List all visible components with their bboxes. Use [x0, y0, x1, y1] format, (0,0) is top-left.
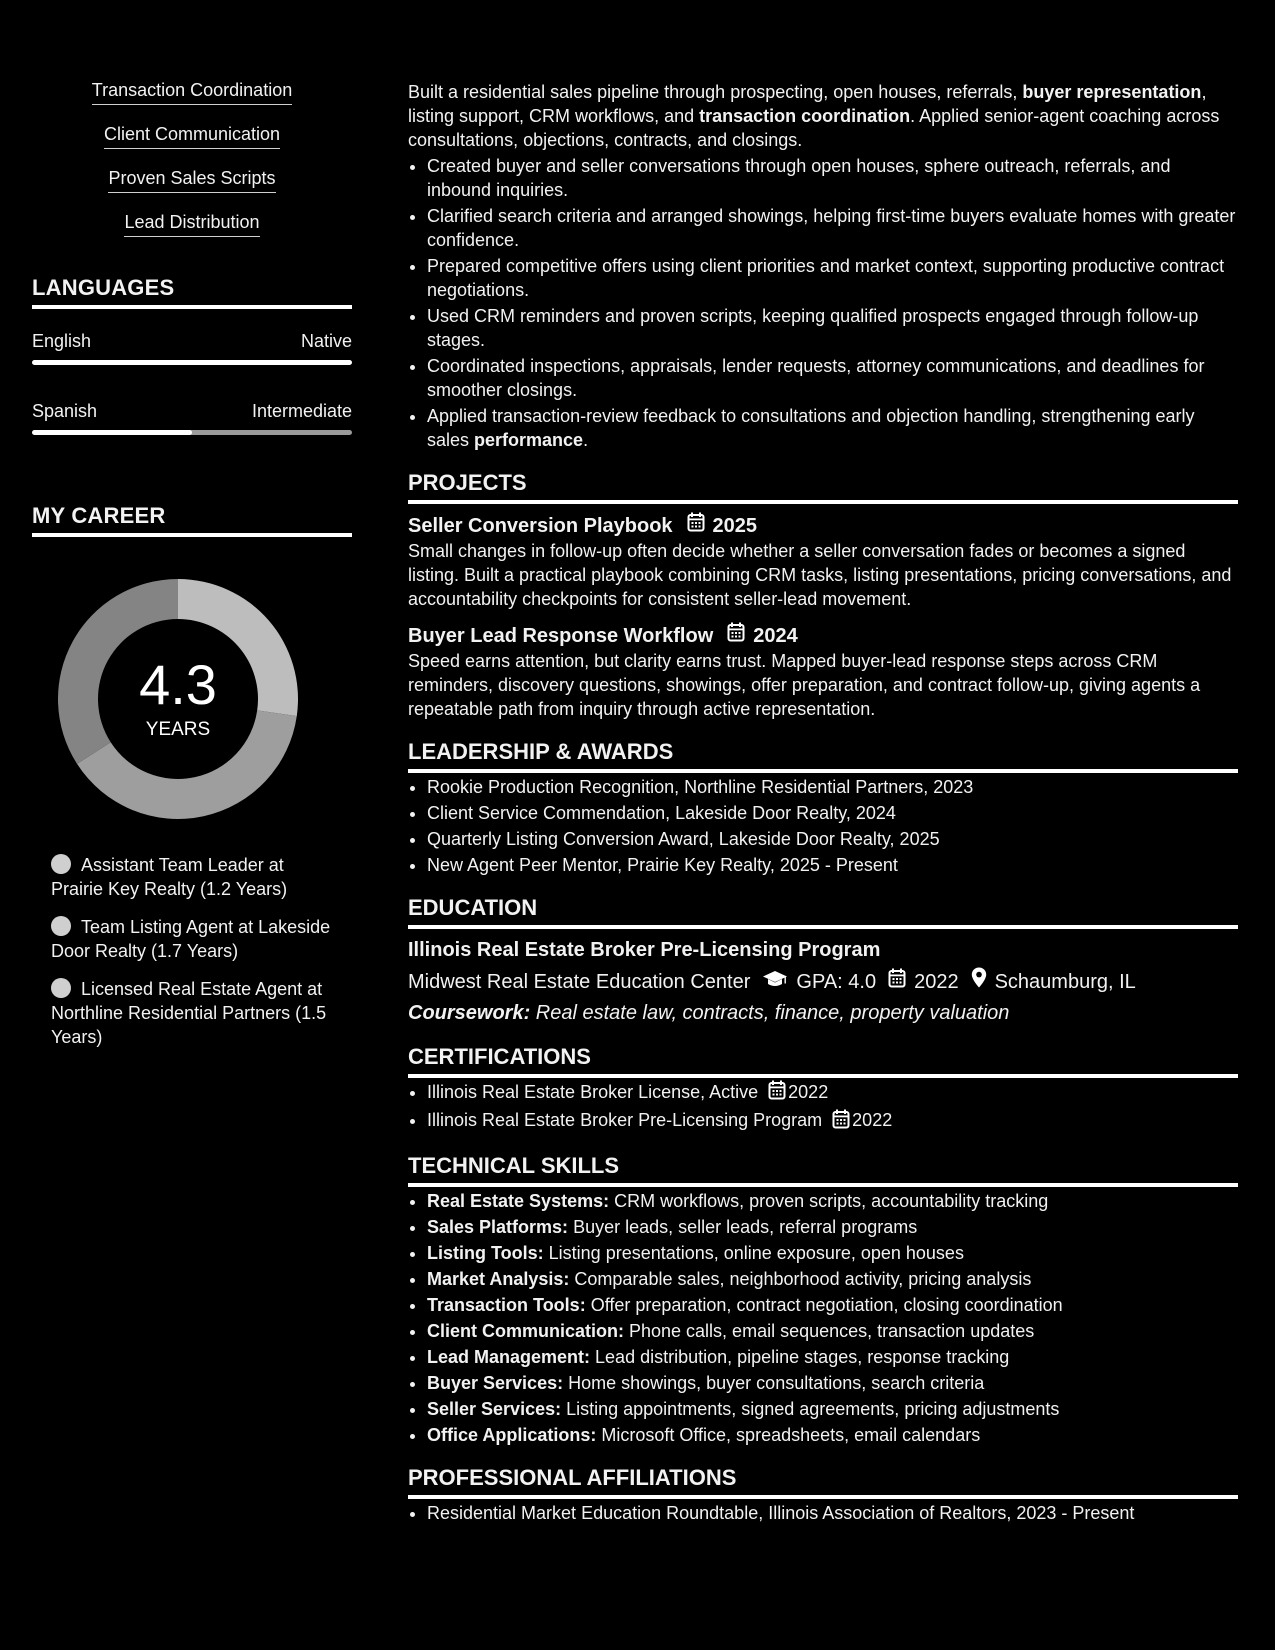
career-total-years: 4.3 — [139, 653, 217, 716]
affiliation-item: • Residential Market Education Roundtable, Illinois Association of Realtors, 2023 - Present — [427, 1501, 1238, 1525]
education-gpa: GPA: 4.0 — [796, 970, 877, 993]
languages-heading: LANGUAGES — [32, 275, 352, 309]
technical-skill-item — [427, 1397, 1238, 1421]
language-row — [32, 331, 352, 351]
calendar-icon — [768, 1080, 786, 1106]
skill-item — [32, 168, 352, 193]
bullet-dot-icon — [51, 916, 71, 936]
technical-skill-item — [427, 1319, 1238, 1343]
experience-summary — [408, 80, 1238, 152]
skill-item — [32, 124, 352, 149]
certification-date — [758, 1082, 828, 1102]
calendar-icon — [832, 1109, 850, 1135]
skill-label: Sales Platforms: — [427, 1216, 569, 1237]
career-heading: MY CAREER — [32, 503, 352, 537]
project-title — [408, 512, 1238, 539]
education-meta — [408, 967, 1238, 996]
projects-heading: PROJECTS — [408, 470, 1238, 504]
language-level: Native — [300, 331, 352, 351]
certification-year: 2022 — [852, 1110, 893, 1131]
experience-bullets — [408, 154, 1238, 452]
award-item: • New Agent Peer Mentor, Prairie Key Realty, 2025 - Present — [427, 853, 1238, 877]
leadership-heading: LEADERSHIP & AWARDS — [408, 739, 1238, 773]
skill-value: Comparable sales, neighborhood activity, pricing analysis — [569, 1268, 1032, 1289]
education-heading: EDUCATION — [408, 895, 1238, 929]
technical-skill-item — [427, 1189, 1238, 1213]
technical-skill-item — [427, 1293, 1238, 1317]
technical-skill-item — [427, 1345, 1238, 1369]
coursework-label: Coursework: — [408, 1002, 531, 1024]
skill-link-transaction-coordination[interactable]: Transaction Coordination — [92, 80, 292, 105]
skill-label: Listing Tools: — [427, 1242, 544, 1263]
certification-year: 2022 — [788, 1082, 829, 1102]
summary-text: , listing support, CRM workflows, and — [408, 82, 1207, 126]
bullet-bold: performance — [474, 430, 584, 450]
skill-label: Client Communication: — [427, 1320, 624, 1341]
education-school: Midwest Real Estate Education Center — [408, 970, 751, 993]
career-item — [51, 915, 331, 963]
certifications-heading: CERTIFICATIONS — [408, 1044, 1238, 1078]
language-row — [32, 401, 352, 421]
experience-bullet: • Prepared competitive offers using client priorities and market context, supporting productive contract negotiations. — [427, 254, 1238, 302]
bullet-dot-icon — [51, 978, 71, 998]
award-item: • Client Service Commendation, Lakeside Door Realty, 2024 — [427, 801, 1238, 825]
skill-value: Offer preparation, contract negotiation, closing coordination — [585, 1294, 1063, 1315]
summary-bold: transaction coordination — [699, 106, 911, 126]
award-item: • Quarterly Listing Conversion Award, Lakeside Door Realty, 2025 — [427, 827, 1238, 851]
skill-value: Microsoft Office, spreadsheets, email calendars — [596, 1424, 981, 1445]
education-coursework — [408, 1000, 1238, 1026]
career-item — [51, 977, 331, 1049]
bullet-dot-icon — [51, 854, 71, 874]
education-program: Illinois Real Estate Broker Pre-Licensing Program — [408, 939, 881, 961]
skill-item — [32, 212, 352, 237]
career-list — [51, 853, 331, 1049]
project-name: Seller Conversion Playbook — [408, 514, 673, 537]
bullet-text: Applied transaction-review feedback to consultations and objection handling, strengthening early sales — [427, 406, 1195, 450]
project-year: 2024 — [753, 624, 798, 647]
skill-value: CRM workflows, proven scripts, accountability tracking — [609, 1190, 1049, 1211]
sidebar — [32, 80, 352, 1063]
career-item-text: Assistant Team Leader at Prairie Key Realty (1.2 Years) — [51, 855, 288, 899]
experience-bullet — [427, 404, 1238, 452]
certification-date — [822, 1110, 892, 1130]
skill-link-client-communication[interactable]: Client Communication — [104, 124, 280, 149]
project-name: Buyer Lead Response Workflow — [408, 624, 714, 647]
career-section — [32, 503, 352, 1049]
calendar-icon — [727, 622, 745, 649]
awards-list — [408, 775, 1238, 877]
career-item-text: Team Listing Agent at Lakeside Door Realty (1.7 Years) — [51, 917, 331, 961]
technical-skill-item — [427, 1267, 1238, 1291]
summary-text: Built a residential sales pipeline through prospecting, open houses, referrals, — [408, 82, 1023, 102]
affiliations-list — [408, 1501, 1238, 1525]
project-description: Small changes in follow-up often decide whether a seller conversation fades or becomes a signed listing. Built a practical playbook combining CRM tasks, listing presentations, pricing conversations, and accountability checkpoints for consistent seller-lead movement. — [408, 541, 1232, 609]
calendar-icon — [888, 968, 906, 996]
technical-skill-item — [427, 1371, 1238, 1395]
technical-skill-item — [427, 1241, 1238, 1265]
language-proficiency-fill — [32, 430, 192, 435]
language-item-spanish — [32, 401, 352, 435]
coursework-text: Real estate law, contracts, finance, property valuation — [530, 1002, 1010, 1024]
certification-name: Illinois Real Estate Broker License, Active — [427, 1082, 759, 1102]
skill-label: Buyer Services: — [427, 1372, 564, 1393]
skill-label: Market Analysis: — [427, 1268, 570, 1289]
certification-item — [427, 1080, 1238, 1106]
skill-value: Phone calls, email sequences, transaction updates — [624, 1320, 1035, 1341]
skill-link-lead-distribution[interactable]: Lead Distribution — [124, 212, 259, 237]
languages-section — [32, 275, 352, 435]
affiliations-heading: PROFESSIONAL AFFILIATIONS — [408, 1465, 1238, 1499]
language-name: Spanish — [32, 401, 98, 421]
summary-bold: buyer representation — [1022, 82, 1202, 102]
skill-label: Transaction Tools: — [427, 1294, 586, 1315]
award-item: • Rookie Production Recognition, Northline Residential Partners, 2023 — [427, 775, 1238, 799]
experience-bullet: • Created buyer and seller conversations through open houses, sphere outreach, referrals, and inbound inquiries. — [427, 154, 1238, 202]
main-content — [408, 80, 1238, 1527]
education-location: Schaumburg, IL — [994, 970, 1136, 993]
language-name: English — [32, 331, 92, 351]
calendar-icon — [687, 512, 705, 539]
skill-label: Seller Services: — [427, 1398, 562, 1419]
certification-item — [427, 1108, 1238, 1134]
experience-bullet: • Coordinated inspections, appraisals, lender requests, attorney communications, and deadlines for smoother closings. — [427, 354, 1238, 402]
experience-bullet: • Clarified search criteria and arranged showings, helping first-time buyers evaluate homes with greater confidence. — [427, 204, 1238, 252]
skill-value: Home showings, buyer consultations, search criteria — [563, 1372, 985, 1393]
skill-value: Lead distribution, pipeline stages, response tracking — [590, 1346, 1010, 1367]
skill-label: Lead Management: — [427, 1346, 591, 1367]
summary-text: . Applied senior-agent coaching across consultations, objections, contracts, and closings. — [408, 106, 1220, 150]
career-item — [51, 853, 331, 901]
donut-center — [58, 579, 298, 819]
certification-name: Illinois Real Estate Broker Pre-Licensing Program — [427, 1110, 823, 1131]
location-pin-icon — [971, 967, 987, 996]
skill-links — [32, 80, 352, 237]
skill-value: Listing presentations, online exposure, open houses — [543, 1242, 964, 1263]
skill-label: Real Estate Systems: — [427, 1190, 610, 1211]
skill-label: Office Applications: — [427, 1424, 597, 1445]
education-year: 2022 — [914, 970, 959, 993]
graduation-cap-icon — [762, 968, 788, 996]
career-item-text: Licensed Real Estate Agent at Northline Residential Partners (1.5 Years) — [51, 979, 327, 1047]
technical-skill-item — [427, 1215, 1238, 1239]
language-proficiency-bar — [32, 430, 352, 435]
skill-item — [32, 80, 352, 105]
language-proficiency-fill — [32, 360, 352, 365]
language-level: Intermediate — [251, 401, 352, 421]
project-title — [408, 622, 1238, 649]
skill-value: Buyer leads, seller leads, referral programs — [568, 1216, 918, 1237]
language-proficiency-bar — [32, 360, 352, 365]
skill-link-proven-sales-scripts[interactable]: Proven Sales Scripts — [108, 168, 275, 193]
project-year: 2025 — [712, 514, 758, 537]
career-donut-chart — [58, 579, 298, 819]
technical-skills-list — [408, 1189, 1238, 1447]
bullet-text: . — [583, 430, 589, 450]
language-item-english — [32, 331, 352, 365]
experience-bullet: • Used CRM reminders and proven scripts, keeping qualified prospects engaged through follow-up stages. — [427, 304, 1238, 352]
certifications-list — [408, 1080, 1238, 1135]
technical-skills-heading: TECHNICAL SKILLS — [408, 1153, 1238, 1187]
technical-skill-item — [427, 1423, 1238, 1447]
skill-value: Listing appointments, signed agreements, pricing adjustments — [561, 1398, 1060, 1419]
career-years-label: YEARS — [145, 719, 211, 740]
project-description: Speed earns attention, but clarity earns trust. Mapped buyer-lead response steps across CRM reminders, discovery questions, showings, offer preparation, and contract follow-up, giving agents a repeatable path from inquiry through active representation. — [408, 651, 1201, 719]
